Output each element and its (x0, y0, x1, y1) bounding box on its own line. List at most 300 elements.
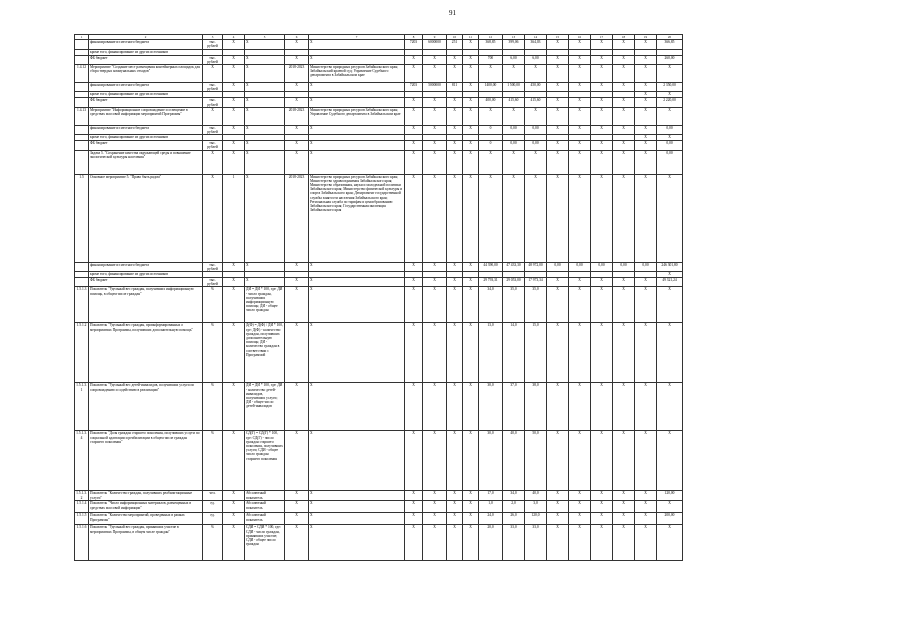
table-cell: X (613, 383, 635, 431)
table-cell: X (245, 150, 285, 174)
table-cell: X (635, 174, 657, 262)
table-cell: X (525, 65, 547, 83)
table-cell: 0,00 (635, 262, 657, 271)
column-number-cell: 8 (405, 35, 423, 40)
table-cell: X (245, 174, 285, 262)
table-cell: 34,0 (479, 287, 503, 323)
table-cell: X (447, 383, 463, 431)
table-cell: 3,0 (525, 501, 547, 513)
table-cell: 2 350,00 (657, 83, 683, 92)
table-cell: X (223, 141, 245, 150)
table-cell: X (285, 55, 309, 64)
table-row (75, 501, 683, 513)
table-cell: X (447, 262, 463, 271)
table-cell: X (285, 278, 309, 287)
table-cell: X (591, 40, 613, 49)
table-cell: X (423, 98, 447, 107)
table-cell: 14,0 (503, 323, 525, 383)
table-cell: X (525, 107, 547, 125)
table-cell: X (591, 431, 613, 491)
table-cell: X (635, 287, 657, 323)
table-row (75, 262, 683, 271)
table-cell: ДИ = ДИ * 100, где: ДИ - количество детей-инвалидов, получивших услуги; ДИ - общее число детей-инвалидов (245, 383, 285, 431)
table-cell: Основное мероприятие 5. "Право быть рядом" (89, 174, 203, 262)
table-cell: 20,0 (479, 525, 503, 561)
table-cell: X (245, 141, 285, 150)
table-cell: X (223, 65, 245, 83)
table-cell: X (447, 174, 463, 262)
table-cell: X (547, 383, 569, 431)
table-cell: ФБ бюджет (89, 98, 203, 107)
table-cell: ФБ бюджет (89, 55, 203, 64)
table-cell: 44 390,00 (479, 262, 503, 271)
column-number-cell: 5 (245, 35, 285, 40)
table-row (75, 525, 683, 561)
table-cell: 0,00 (657, 150, 683, 174)
column-number-cell: 3 (203, 35, 223, 40)
table-cell: X (591, 501, 613, 513)
table-cell: 399,06 (503, 40, 525, 49)
table-cell: X (285, 287, 309, 323)
table-cell: X (285, 383, 309, 431)
table-row (75, 431, 683, 491)
table-cell: X (405, 513, 423, 525)
table-cell: X (657, 65, 683, 83)
table-cell: ДИ = ДИ * 100, где: ДИ - число граждан, получивших информационную помощь; ДИ - общее число граждан (245, 287, 285, 323)
table-cell (75, 262, 89, 271)
table-cell: X (635, 323, 657, 383)
table-cell: 24,0 (479, 513, 503, 525)
table-cell: 0,00 (657, 125, 683, 134)
table-cell: X (635, 278, 657, 287)
table-cell: X (423, 513, 447, 525)
table-cell: X (569, 55, 591, 64)
table-cell: 1.4.12 (75, 65, 89, 83)
table-cell: 0 (479, 141, 503, 150)
table-cell: 2018-2023 (285, 65, 309, 83)
table-cell: X (423, 501, 447, 513)
table-cell: 5000000 (423, 83, 447, 92)
table-cell: X (223, 501, 245, 513)
table-cell: ед. (203, 501, 223, 513)
table-cell: X (657, 174, 683, 262)
table-cell: 37,0 (503, 383, 525, 431)
table-cell: 0,00 (657, 141, 683, 150)
table-cell: X (613, 65, 635, 83)
table-cell: тыс. рублей (203, 262, 223, 271)
table-cell: X (309, 287, 405, 323)
table-cell: X (657, 383, 683, 431)
table-cell: 1.5.1.3.2 (76, 491, 87, 500)
table-cell: X (245, 278, 285, 287)
table-cell: 246 301,80 (657, 262, 683, 271)
table-cell: X (613, 98, 635, 107)
table-cell: X (463, 150, 479, 174)
table-cell: X (405, 323, 423, 383)
column-number-cell: 15 (547, 35, 569, 40)
table-cell: X (463, 125, 479, 134)
table-cell: финансирование из местного бюджета (89, 83, 203, 92)
table-cell: X (245, 125, 285, 134)
table-cell: X (447, 98, 463, 107)
table-cell: X (479, 65, 503, 83)
table-cell: X (223, 513, 245, 525)
table-cell: 6,00 (525, 55, 547, 64)
table-cell: X (463, 107, 479, 125)
table-cell: X (547, 491, 569, 501)
table-cell: 7203 (405, 83, 423, 92)
table-cell: 6000000 (423, 40, 447, 49)
table-row (75, 278, 683, 287)
table-cell: X (463, 501, 479, 513)
table-cell: X (223, 262, 245, 271)
table-cell: X (203, 174, 223, 262)
table-cell: 1.5.1.3 (75, 287, 89, 323)
table-cell: X (657, 107, 683, 125)
table-cell: 6,00 (503, 55, 525, 64)
table-cell: X (447, 491, 463, 501)
table-cell: X (591, 107, 613, 125)
table-cell: X (613, 125, 635, 134)
table-cell: X (635, 83, 657, 92)
table-cell: кроме того, финансирование из других источников (89, 49, 203, 55)
table-cell: X (547, 83, 569, 92)
table-cell: X (405, 491, 423, 501)
table-cell: % (203, 383, 223, 431)
table-cell: 1.5.1.6 (75, 525, 89, 561)
table-cell: X (285, 262, 309, 271)
table-cell: 17,0 (479, 491, 503, 501)
table-cell: X (569, 431, 591, 491)
table-cell: Показатель "Удельный вес детей-инвалидов, получивших услуги по сопровождению и содействию в реализации" (89, 383, 203, 431)
column-number-cell: 9 (423, 35, 447, 40)
table-cell: X (569, 141, 591, 150)
table-cell: X (479, 107, 503, 125)
table-cell: X (591, 83, 613, 92)
table-cell: % (203, 431, 223, 491)
table-cell: X (423, 383, 447, 431)
table-cell: Мероприятие "Создание мест размещения контейнерных площадок для сбора твердых коммунальных отходов" (89, 65, 203, 83)
table-cell: X (223, 278, 245, 287)
table-cell: 2018-2023 (285, 174, 309, 262)
table-cell: X (285, 98, 309, 107)
table-cell: X (285, 150, 309, 174)
table-cell: 400,00 (479, 98, 503, 107)
table-cell: X (635, 65, 657, 83)
table-cell: X (447, 323, 463, 383)
table-row (75, 287, 683, 323)
table-cell: X (285, 513, 309, 525)
table-cell: X (423, 262, 447, 271)
column-number-cell: 14 (525, 35, 547, 40)
table-cell: Д(Ф) = Д(Ф) / ДИ * 100, где: Д(Ф) - количество граждан, получивших дополнительную помощь; ДИ - количество граждан в соответствии с Программой (245, 323, 285, 383)
table-cell: X (569, 383, 591, 431)
table-cell: 700 (479, 55, 503, 64)
table-cell: 1.5.1.4 (75, 501, 89, 513)
table-cell: X (285, 125, 309, 134)
table-cell: X (203, 65, 223, 83)
table-cell: X (613, 431, 635, 491)
table-cell: X (569, 150, 591, 174)
table-cell: X (203, 107, 223, 125)
table-cell: СДИ = СДИ * 100, где: СДИ - число граждан, принявших участие; СДИ - общее число граждан (245, 525, 285, 561)
column-number-cell: 17 (591, 35, 613, 40)
table-cell: Показатель "Количество граждан, получивших реабилитационные услуги" (89, 491, 203, 501)
table-cell: 38,0 (525, 383, 547, 431)
table-cell: X (547, 98, 569, 107)
table-cell: X (635, 55, 657, 64)
table-cell: 29 793,31 (479, 278, 503, 287)
table-cell: 260,00 (657, 55, 683, 64)
table-cell: X (635, 135, 657, 141)
table-cell: X (309, 383, 405, 431)
table-cell: X (447, 107, 463, 125)
table-cell (75, 278, 89, 287)
table-cell: X (525, 150, 547, 174)
table-cell: X (223, 491, 245, 501)
table-cell: X (405, 174, 423, 262)
table-cell: X (285, 501, 309, 513)
table-cell: 2,0 (503, 501, 525, 513)
table-cell: чел. (203, 491, 223, 501)
table-row (75, 141, 683, 150)
table-cell: X (503, 107, 525, 125)
table-cell: X (285, 40, 309, 49)
table-cell: 49 321,24 (657, 278, 683, 287)
table-cell: X (635, 98, 657, 107)
table-cell: 0,00 (547, 262, 569, 271)
table-cell: X (309, 125, 405, 134)
table-cell: X (569, 323, 591, 383)
table-row (75, 150, 683, 174)
table-cell: ед. (203, 513, 223, 525)
table-cell: Мероприятие "Информационное сопровождение и освещение в средствах массовой информации мероприятий Программы" (89, 107, 203, 125)
table-cell: X (613, 525, 635, 561)
table-cell (75, 55, 89, 64)
table-cell: 0,00 (525, 141, 547, 150)
table-cell: X (613, 287, 635, 323)
table-cell: X (591, 513, 613, 525)
table-cell: X (613, 40, 635, 49)
table-cell: 811 (447, 83, 463, 92)
table-cell: X (405, 287, 423, 323)
table-cell: X (309, 150, 405, 174)
table-cell: X (613, 141, 635, 150)
table-cell: X (657, 272, 683, 278)
table-cell: Абсолютный показатель (245, 501, 285, 513)
table-cell: X (547, 125, 569, 134)
table-cell: X (223, 525, 245, 561)
table-cell: X (405, 278, 423, 287)
table-cell: X (309, 83, 405, 92)
table-cell: 1.5.1.3.4 (75, 431, 89, 491)
table-cell: 40,0 (503, 431, 525, 491)
table-cell: X (423, 278, 447, 287)
table-cell: X (423, 287, 447, 323)
table-cell: X (309, 323, 405, 383)
table-cell: X (405, 431, 423, 491)
table-cell: X (405, 501, 423, 513)
table-cell: X (405, 98, 423, 107)
table-cell (75, 150, 89, 174)
table-cell: X (423, 65, 447, 83)
table-cell: X (245, 83, 285, 92)
table-cell: X (447, 65, 463, 83)
table-cell: X (547, 65, 569, 83)
table-cell: X (569, 98, 591, 107)
table-cell: X (405, 141, 423, 150)
table-cell: X (447, 55, 463, 64)
column-number-cell: 1 (75, 35, 89, 40)
table-cell: X (613, 83, 635, 92)
table-cell: X (285, 525, 309, 561)
column-number-cell: 6 (285, 35, 309, 40)
table-cell: X (635, 501, 657, 513)
table-row (75, 65, 683, 83)
table-cell: X (569, 513, 591, 525)
table-cell: X (223, 55, 245, 64)
table-cell: X (547, 150, 569, 174)
table-cell: X (223, 40, 245, 49)
table-cell: X (463, 83, 479, 92)
table-cell: Показатель "Доля граждан старшего поколения, получивших услуги по социальной адаптации и реабилитации в общем числе граждан старшего поколения" (89, 431, 203, 491)
table-cell: 1400,00 (479, 83, 503, 92)
table-cell: X (463, 65, 479, 83)
table-cell: X (423, 107, 447, 125)
table-cell: X (569, 501, 591, 513)
table-cell: X (309, 513, 405, 525)
table-cell: X (635, 40, 657, 49)
column-number-cell: 11 (463, 35, 479, 40)
table-cell: X (223, 383, 245, 431)
table-cell: X (309, 98, 405, 107)
table-cell: 15,0 (525, 323, 547, 383)
page-number: 91 (449, 9, 456, 17)
table-cell: финансирование из местного бюджета (89, 262, 203, 271)
table-cell: тыс. рублей (203, 98, 223, 107)
table-cell: 415,60 (525, 98, 547, 107)
table-cell: X (479, 150, 503, 174)
table-cell: X (635, 383, 657, 431)
table-row (75, 83, 683, 92)
table-cell: X (203, 150, 223, 174)
table-cell: 13,0 (479, 323, 503, 383)
table-cell: 40,0 (525, 491, 547, 501)
table-cell: X (569, 525, 591, 561)
table-cell: X (447, 431, 463, 491)
table-cell: X (635, 92, 657, 98)
table-cell: X (569, 278, 591, 287)
table-row (75, 323, 683, 383)
table-cell: 35,0 (503, 287, 525, 323)
table-cell: X (223, 107, 245, 125)
table-cell: X (613, 55, 635, 64)
table-cell: 200,00 (657, 513, 683, 525)
table-cell: 1 500,00 (503, 83, 525, 92)
table-cell: X (463, 278, 479, 287)
table-cell: X (479, 174, 503, 262)
table-row (75, 125, 683, 134)
table-row (75, 107, 683, 125)
table-cell: X (569, 125, 591, 134)
table-cell: 29 053,00 (503, 278, 525, 287)
table-cell: 50,0 (525, 431, 547, 491)
table-cell: X (591, 150, 613, 174)
table-cell: X (547, 525, 569, 561)
table-cell: X (245, 98, 285, 107)
table-cell: X (591, 287, 613, 323)
column-number-cell: 12 (479, 35, 503, 40)
table-cell: X (423, 491, 447, 501)
table-cell: Показатель "Удельный вес граждан, проинформированных о мероприятиях Программы, получивших дополнительную помощь" (89, 323, 203, 383)
table-cell: X (405, 107, 423, 125)
table-cell: 364,03 (525, 40, 547, 49)
table-row (75, 40, 683, 49)
table-cell: финансирование из местного бюджета (89, 40, 203, 49)
table-cell: X (635, 513, 657, 525)
table-cell: Абсолютный показатель (245, 491, 285, 501)
table-cell: 47 433,30 (503, 262, 525, 271)
table-cell: X (657, 135, 683, 141)
table-row (75, 174, 683, 262)
column-number-cell: 19 (635, 35, 657, 40)
table-cell: 1.4.13 (75, 107, 89, 125)
table-cell: 0,00 (503, 125, 525, 134)
table-cell: 120,00 (657, 491, 683, 501)
table-cell: ФБ бюджет (89, 141, 203, 150)
table-cell: 366,85 (657, 40, 683, 49)
table-row (75, 513, 683, 525)
table-cell: X (223, 125, 245, 134)
table-cell: Показатель "Количество мероприятий, проведенных в рамках Программы" (89, 513, 203, 525)
table-cell: тыс. рублей (203, 141, 223, 150)
table-cell: X (285, 323, 309, 383)
table-cell: X (547, 431, 569, 491)
table-cell: X (223, 83, 245, 92)
table-cell: X (309, 501, 405, 513)
table-cell: % (203, 323, 223, 383)
table-cell: % (203, 287, 223, 323)
table-cell: X (613, 174, 635, 262)
table-cell (75, 141, 89, 150)
column-number-cell: 7 (309, 35, 405, 40)
table-cell: X (405, 150, 423, 174)
table-cell: X (635, 125, 657, 134)
table-cell: X (463, 525, 479, 561)
table-cell (75, 40, 89, 49)
table-cell: 120,0 (525, 513, 547, 525)
table-cell: X (245, 40, 285, 49)
table-cell: X (591, 174, 613, 262)
table-cell: 35,0 (525, 287, 547, 323)
table-cell: Абсолютный показатель (245, 513, 285, 525)
column-number-cell: 10 (447, 35, 463, 40)
table-cell: X (285, 431, 309, 491)
table-cell: Министерство природных ресурсов Забайкальского края; Забайкальский краевой суд; Управление Судебного департамента в Забайкальском крае (309, 65, 405, 83)
table-cell: X (613, 278, 635, 287)
table-cell: X (591, 65, 613, 83)
table-cell: 368,85 (479, 40, 503, 49)
table-cell: X (657, 525, 683, 561)
table-cell: X (223, 287, 245, 323)
table-cell (75, 98, 89, 107)
table-cell: X (635, 491, 657, 501)
table-cell: % (203, 525, 223, 561)
table-cell: X (245, 107, 285, 125)
table-cell: X (463, 383, 479, 431)
table-cell: X (463, 323, 479, 383)
table-cell: X (447, 287, 463, 323)
